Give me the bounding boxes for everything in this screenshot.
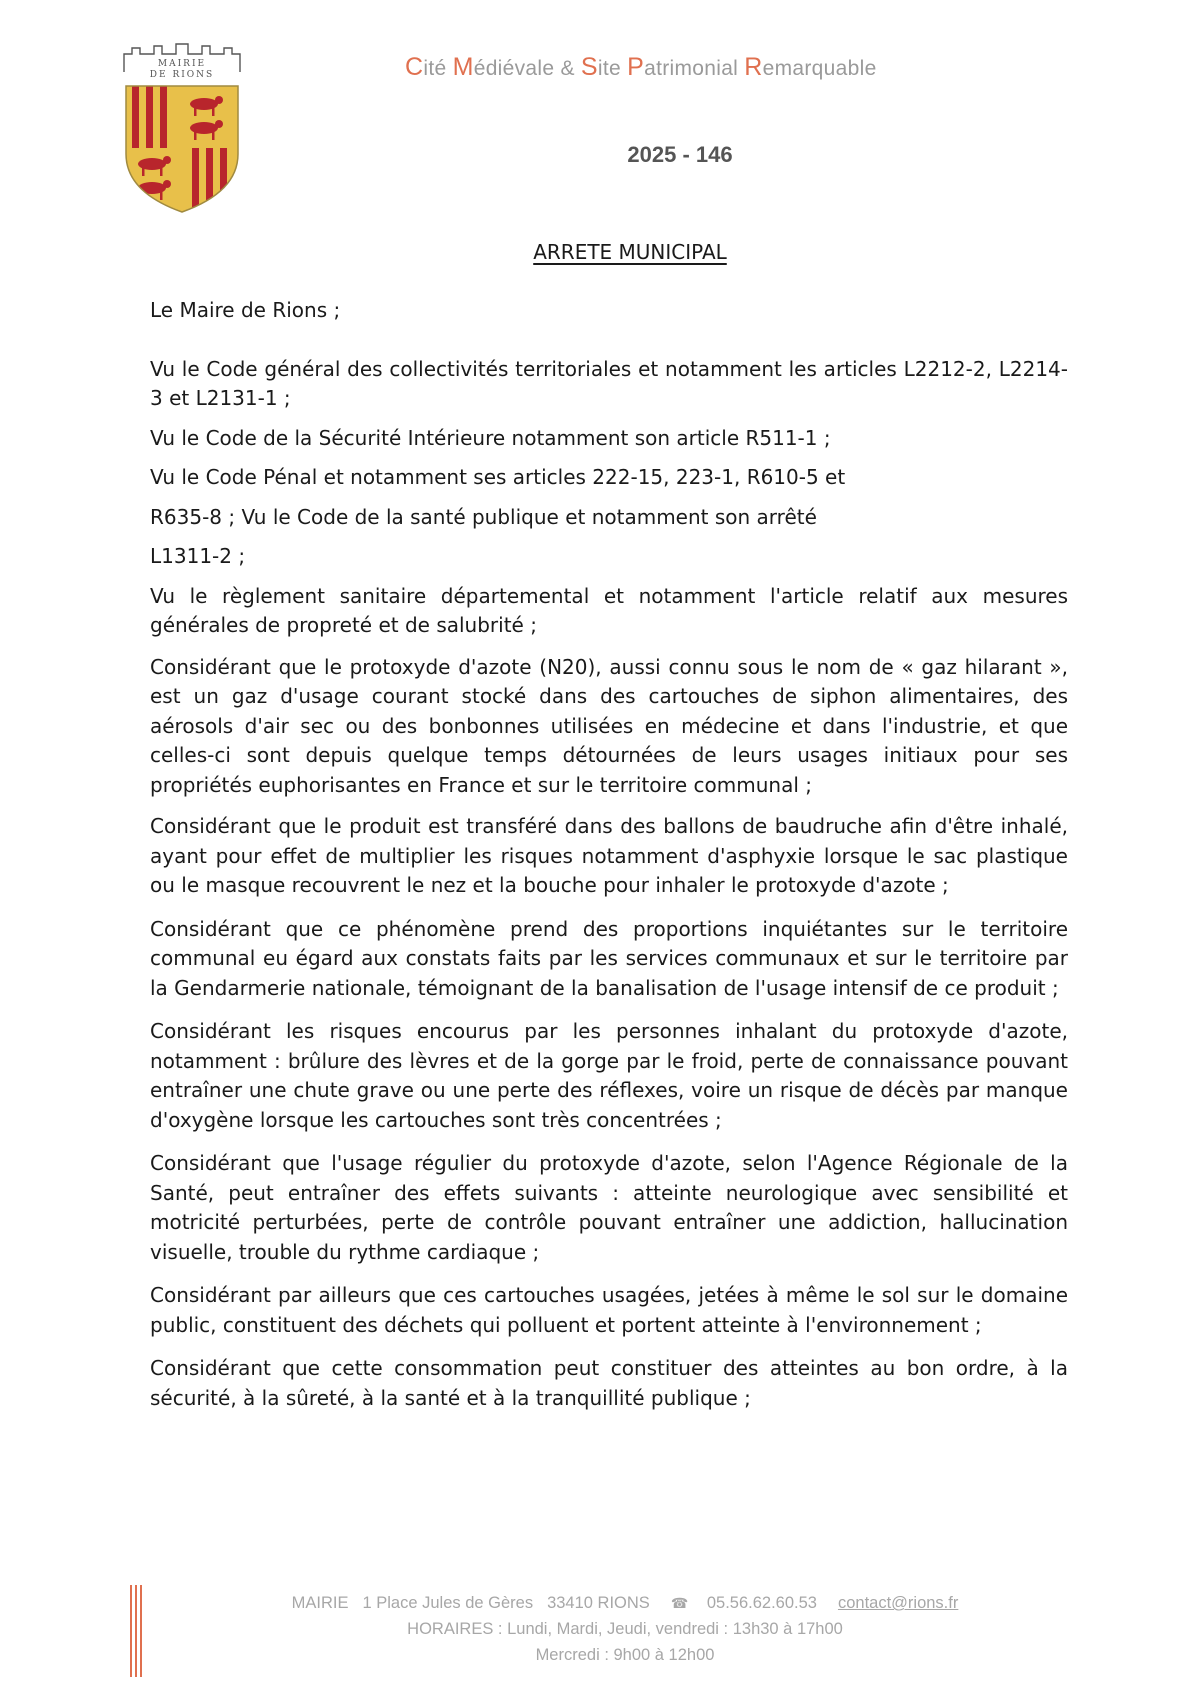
decree-body — [150, 296, 1068, 1413]
paragraph-article-l1311: L1311-2 ; — [150, 544, 246, 568]
paragraph-vu-securite-interieure: Vu le Code de la Sécurité Intérieure notamment son article R511-1 ; — [150, 425, 831, 450]
paragraph-vu-cgct: Vu le Code général des collectivités territoriales et notamment les articles L2212-2, L2214-3 et L2131-1 ; — [150, 356, 1068, 410]
footer-hours-weekdays: HORAIRES : Lundi, Mardi, Jeudi, vendredi : 13h30 à 17h00 — [407, 1620, 843, 1638]
paragraph-vu-code-penal: Vu le Code Pénal et notamment ses articles 222-15, 223-1, R610-5 et — [150, 465, 846, 489]
footer-decorative-bars — [128, 1585, 146, 1677]
footer-phone: 05.56.62.60.53 — [706, 1594, 817, 1612]
document-title: ARRETE MUNICIPAL — [533, 240, 727, 264]
mairie-rions-coat-of-arms-logo — [118, 42, 246, 214]
paragraph-considerant-ordre-public: Considérant que cette consommation peut constituer des atteintes au bon ordre, à la sécurité, à la sûreté, à la santé et à la tranquillité publique ; — [150, 1356, 1068, 1410]
paragraph-considerant-dechets: Considérant par ailleurs que ces cartouches usagées, jetées à même le sol sur le domaine public, constituent des déchets qui polluent et portent atteinte à l'environnement ; — [150, 1283, 1068, 1337]
footer-contact-row — [230, 1590, 1020, 1616]
footer-email-link[interactable]: contact@rions.fr — [837, 1594, 959, 1612]
decree-reference-number: 2025 - 146 — [627, 142, 733, 167]
footer-address-label: MAIRIE — [291, 1594, 349, 1612]
page-footer — [230, 1590, 1020, 1668]
city-motto: Cité Médiévale & Site Patrimonial Remarquable — [405, 53, 877, 81]
svg-text:MAIRIE: MAIRIE — [157, 59, 207, 69]
paragraph-considerant-risques: Considérant les risques encourus par les personnes inhalant du protoxyde d'azote, notamment : brûlure des lèvres et de la gorge par le froid, perte de connaissance pouvant entraîner une chute grave ou une perte des réflexes, voire un risque de décès par manque d'oxygène lorsque les cartouches sont très concentrées ; — [150, 1019, 1068, 1132]
paragraph-vu-sante-publique: R635-8 ; Vu le Code de la santé publique et notamment son arrêté — [150, 504, 817, 529]
svg-text:DE RIONS: DE RIONS — [149, 70, 215, 80]
footer-street: 1 Place Jules de Gères — [362, 1594, 534, 1612]
paragraph-reglement-sanitaire: Vu le règlement sanitaire départemental et notamment l'article relatif aux mesures générales de propreté et de salubrité ; — [150, 583, 1068, 637]
telephone-icon: ☎ — [670, 1595, 689, 1611]
paragraph-considerant-ars: Considérant que l'usage régulier du protoxyde d'azote, selon l'Agence Régionale de la Santé, peut entraîner des effets suivants : atteinte neurologique avec sensibilité et motricité perturbées, perte de contrôle pouvant entraîner une addiction, hallucination visuelle, trouble du rythme cardiaque ; — [150, 1151, 1068, 1264]
paragraph-considerant-ballons: Considérant que le produit est transféré dans des ballons de baudruche afin d'être inhalé, ayant pour effet de multiplier les risques notamment d'asphyxie lorsque le sac plastique ou le masque recouvrent le nez et la bouche pour inhaler le protoxyde d'azote ; — [150, 814, 1068, 897]
paragraph-mayor: Le Maire de Rions ; — [150, 298, 341, 322]
footer-hours-wednesday: Mercredi : 9h00 à 12h00 — [535, 1646, 715, 1664]
paragraph-considerant-protoxyde: Considérant que le protoxyde d'azote (N20), aussi connu sous le nom de « gaz hilarant », est un gaz d'usage courant stocké dans des cartouches de siphon alimentaires, des aérosols d'air sec ou des bonbonnes utilisées en médecine et dans l'industrie, et que celles-ci sont depuis quelque temps détournées de leurs usages initiaux pour ses propriétés euphorisantes en France et sur le territoire communal ; — [150, 654, 1068, 797]
footer-postcode-city: 33410 RIONS — [547, 1594, 650, 1612]
paragraph-considerant-phenomene: Considérant que ce phénomène prend des proportions inquiétantes sur le territoire communal eu égard aux constats faits par les services communaux et sur le territoire par la Gendarmerie nationale, témoignant de la banalisation de l'usage intensif de ce produit ; — [150, 916, 1068, 1000]
